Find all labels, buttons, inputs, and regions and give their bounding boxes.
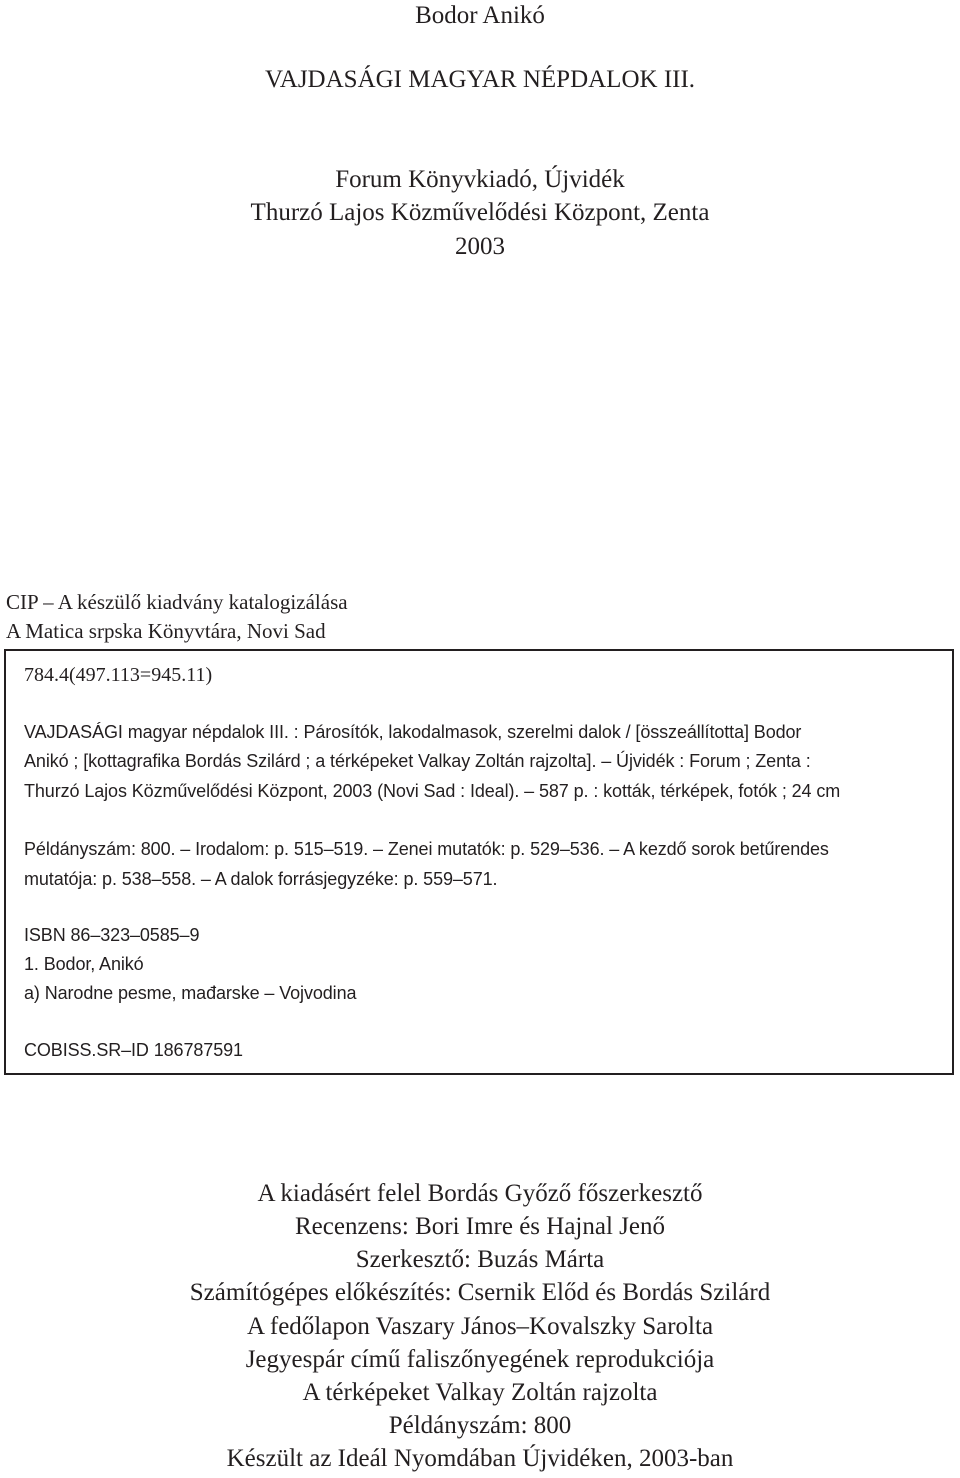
publisher-line-1: Forum Könyvkiadó, Újvidék (335, 166, 625, 193)
cip-entry-a: a) Narodne pesme, mađarske – Vojvodina (24, 983, 357, 1003)
cip-heading: CIP – A készülő kiadvány katalogizálása (6, 590, 348, 614)
book-title: VAJDASÁGI MAGYAR NÉPDALOK III. (264, 66, 696, 93)
credit-reviewers: Recenzens: Bori Imre és Hajnal Jenő (294, 1213, 665, 1240)
publisher-line-2: Thurzó Lajos Közművelődési Központ, Zenta (250, 199, 710, 226)
cip-description-line-2: Anikó ; [kottagrafika Bordás Szilárd ; a térképeket Valkay Zoltán rajzolta]. – Újvidék : Forum ; Zenta : (24, 751, 811, 771)
author-name: Bodor Anikó (415, 2, 545, 29)
cip-cobiss: COBISS.SR–ID 186787591 (24, 1040, 243, 1060)
credit-publisher-responsible: A kiadásért felel Bordás Győző főszerkesztő (257, 1180, 703, 1207)
credit-typesetting: Számítógépes előkészítés: Csernik Előd és Bordás Szilárd (189, 1279, 771, 1306)
cip-isbn: ISBN 86–323–0585–9 (24, 925, 200, 945)
credit-printer: Készült az Ideál Nyomdában Újvidéken, 2003-ban (226, 1445, 734, 1472)
cip-notes-line-1: Példányszám: 800. – Irodalom: p. 515–519. – Zenei mutatók: p. 529–536. – A kezdő sorok betűrendes (24, 839, 829, 859)
cip-entry-1: 1. Bodor, Anikó (24, 954, 144, 974)
publication-year: 2003 (455, 233, 505, 260)
cip-library: A Matica srpska Könyvtára, Novi Sad (6, 619, 326, 643)
cip-description-line-3: Thurzó Lajos Közművelődési Központ, 2003 (Novi Sad : Ideal). – 587 p. : kották, térképek, fotók ; 24 cm (24, 781, 841, 801)
credit-editor: Szerkesztő: Buzás Márta (355, 1246, 605, 1273)
credit-cover: A fedőlapon Vaszary János–Kovalszky Sarolta (246, 1313, 714, 1340)
credit-print-run: Példányszám: 800 (388, 1412, 572, 1439)
cip-notes-line-2: mutatója: p. 538–558. – A dalok forrásjegyzéke: p. 559–571. (24, 869, 498, 889)
credit-maps: A térképeket Valkay Zoltán rajzolta (302, 1379, 658, 1406)
cip-udc: 784.4(497.113=945.11) (24, 664, 213, 686)
cip-description-line-1: VAJDASÁGI magyar népdalok III. : Párosítók, lakodalmasok, szerelmi dalok / [összeállította] Bodor (24, 722, 802, 742)
cip-record-box (4, 649, 954, 1075)
credit-cover-reproduction: Jegyespár című faliszőnyegének reprodukciója (245, 1346, 715, 1373)
